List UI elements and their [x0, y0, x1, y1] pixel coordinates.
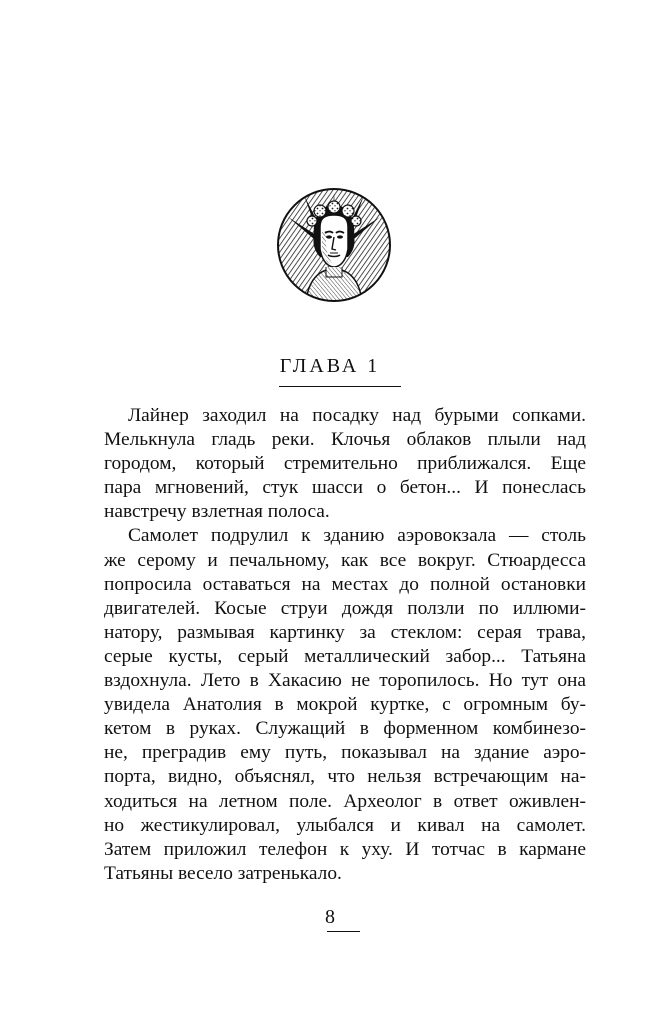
text-line: Лайнер заходил на посадку над бурыми сопками.: [128, 405, 586, 426]
portrait-medallion-icon: [276, 187, 392, 303]
text-line: попросила оставаться на местах до полной остановки: [104, 573, 586, 595]
text-line: Мелькнула гладь реки. Клочья облаков плыли над: [104, 429, 586, 451]
text-line: городом, который стремительно приближался. Еще: [104, 453, 586, 475]
text-line: порта, видно, объяснял, что нельзя встречающим на-: [104, 766, 586, 788]
page-number: 8: [325, 906, 335, 928]
text-line: Затем приложил телефон к уху. И тотчас в кармане: [104, 838, 586, 860]
text-line: не, преградив ему путь, показывал на здание аэро-: [104, 742, 586, 764]
text-line: но жестикулировал, улыбался и кивал на самолет.: [104, 814, 586, 836]
text-line: натору, размывая картинку за стеклом: серая трава,: [104, 621, 586, 643]
title-underline: [279, 386, 401, 387]
text-line: же серому и печальному, как все вокруг. Стюардесса: [104, 549, 586, 571]
body-text: [104, 404, 586, 886]
text-line: Татьяны весело затренькало.: [104, 862, 342, 884]
chapter-title: ГЛАВА 1: [279, 355, 381, 377]
text-line: увидела Анатолия в мокрой куртке, с огромным бу-: [104, 694, 586, 716]
page-number-underline: [327, 931, 360, 932]
text-line: кетом в руках. Служащий в форменном комбинезо-: [104, 718, 586, 740]
text-line: серые кусты, серый металлический забор... Татьяна: [104, 645, 586, 667]
chapter-emblem: [276, 187, 392, 303]
text-line: вздохнула. Лето в Хакасию не торопилось. Но тут она: [104, 670, 586, 692]
text-line: навстречу взлетная полоса.: [104, 501, 330, 523]
text-line: двигателей. Косые струи дождя ползли по иллюми-: [104, 597, 586, 619]
text-line: ходиться на летном поле. Археолог в ответ оживлен-: [104, 790, 586, 812]
text-line: пара мгновений, стук шасси о бетон... И понеслась: [104, 477, 586, 499]
text-line: Самолет подрулил к зданию аэровокзала — столь: [128, 525, 586, 547]
